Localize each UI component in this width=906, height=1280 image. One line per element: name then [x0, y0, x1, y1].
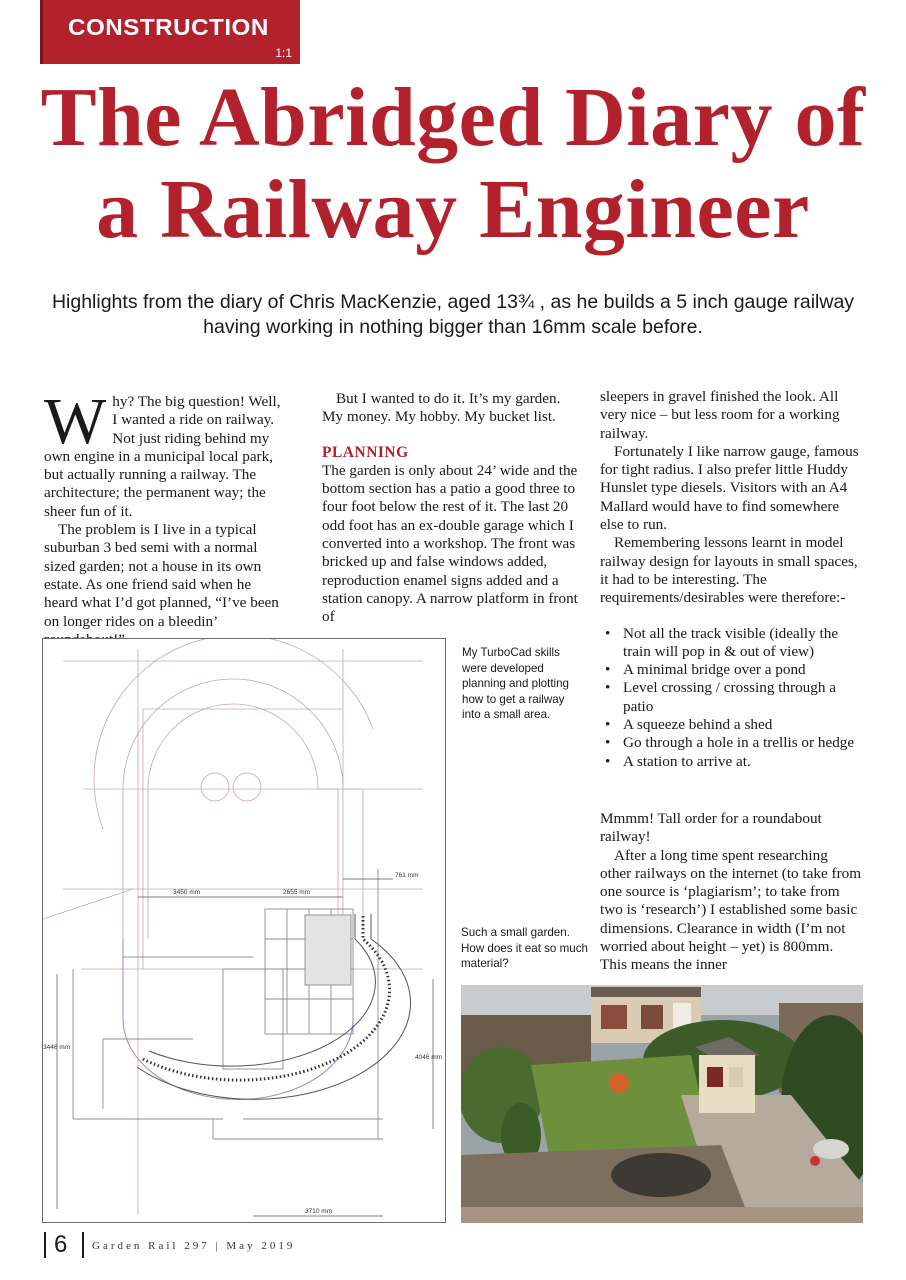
paragraph — [44, 385, 288, 521]
requirements-list — [600, 625, 862, 771]
dimension-label: 3450 mm — [173, 889, 201, 896]
dimension-label: 2655 mm — [283, 889, 311, 896]
title-line-1: The Abridged Diary of — [40, 71, 866, 164]
dimension-label: 3710 mm — [305, 1208, 333, 1215]
page-number: 6 — [54, 1231, 68, 1258]
paragraph-text: hy? The big question! Well, I wanted a ride on railway. Not just riding behind my own engine in a municipal local park, but actually running a railway. The architecture; the permanent way; the sheer fun of it. — [44, 393, 281, 520]
list-item: • A station to arrive at. — [605, 753, 862, 771]
issue-info: Garden Rail 297 | May 2019 — [92, 1240, 296, 1252]
list-item: • A squeeze behind a shed — [605, 716, 862, 734]
section-label: CONSTRUCTION — [68, 14, 269, 40]
column-1 — [44, 385, 288, 649]
column-3-continued — [600, 810, 862, 975]
column-3 — [600, 388, 862, 771]
list-item: • Not all the track visible (ideally the train will pop in & out of view) — [605, 625, 862, 662]
dimension-label: 3446 mm — [43, 1044, 71, 1051]
section-tag-edge — [40, 0, 43, 64]
scale-label: 1:1 — [275, 46, 292, 60]
paragraph: But I wanted to do it. It’s my garden. My money. My hobby. My bucket list. — [322, 390, 561, 426]
list-item: • Go through a hole in a trellis or hedge — [605, 734, 862, 752]
list-item: • A minimal bridge over a pond — [605, 661, 862, 679]
dimension-label: 761 mm — [395, 872, 419, 879]
footer-rule — [82, 1232, 84, 1258]
paragraph: After a long time spent researching other railways on the internet (to take from one source is ‘plagiarism’; to take from two is ‘research’) I established some basic dimensions. Clearance in width (I’m not worried about height – yet) is 800mm. This means the inner — [600, 846, 862, 974]
paragraph: Remembering lessons learnt in model railway design for layouts in small spaces, it had to be interesting. The requirements/desirables were therefore:- — [600, 534, 858, 607]
track-plan-svg — [43, 639, 447, 1224]
standfirst: Highlights from the diary of Chris MacKenzie, aged 13¾ , as he builds a 5 inch gauge railway having working in nothing bigger than 16mm scale before. — [51, 291, 855, 338]
garden-photo-illustration — [461, 985, 863, 1223]
footer-rule — [44, 1232, 46, 1258]
section-tag — [42, 0, 300, 64]
list-item: • Level crossing / crossing through a patio — [605, 679, 862, 716]
paragraph: sleepers in gravel finished the look. All very nice – but less room for a working railway. — [600, 388, 840, 442]
section-heading-planning: PLANNING — [322, 443, 409, 461]
track-plan-drawing — [42, 638, 446, 1223]
paragraph: The problem is I live in a typical suburban 3 bed semi with a normal sized garden; not a house in its own estate. As one friend said when he heard what I’d got planned, “I’ve been on longer rides on a bleedin’ — [44, 521, 279, 630]
garden-photo — [461, 985, 863, 1223]
paragraph: Mmmm! Tall order for a roundabout railway! — [600, 810, 822, 846]
article-title — [0, 72, 906, 256]
paragraph: The garden is only about 24’ wide and the bottom section has a patio a good three to four foot below the rest of it. The last 20 odd foot has an ex-double garage which I converted into a workshop. The front was bricked up and false windows added, reproduction enamel signs added and a station canopy. A narrow platform in front of — [322, 461, 578, 626]
title-line-2: a Railway Engineer — [96, 163, 810, 256]
drop-cap: W — [44, 385, 107, 458]
photo-caption: Such a small garden. How does it eat so much material? — [461, 926, 588, 970]
dimension-label: 4046 mm — [415, 1054, 443, 1061]
plan-caption: My TurboCad skills were developed planning and plotting how to get a railway into a small area. — [462, 646, 570, 721]
paragraph: Fortunately I like narrow gauge, famous for tight radius. I also prefer little Huddy Hunslet type diesels. Visitors with an A4 Mallard would have to find somewhere else to run. — [600, 442, 859, 534]
column-2 — [322, 390, 579, 627]
